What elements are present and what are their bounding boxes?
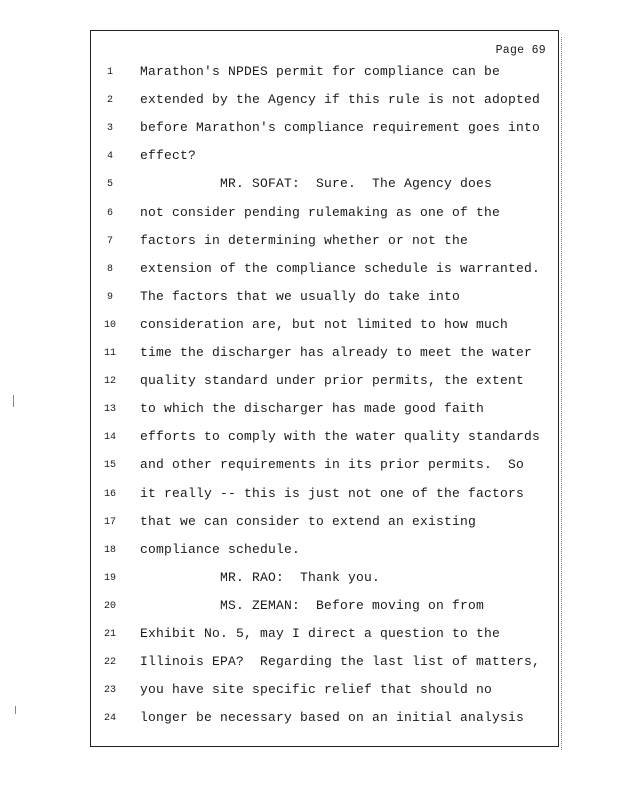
transcript-line: extension of the compliance schedule is warranted. <box>140 260 541 276</box>
line-number: 22 <box>103 657 116 669</box>
transcript-line: consideration are, but not limited to how much <box>140 316 509 332</box>
transcript-line: quality standard under prior permits, the extent <box>140 373 525 389</box>
transcript-line: MR. SOFAT: Sure. The Agency does <box>140 176 493 192</box>
line-number: 21 <box>103 629 116 640</box>
transcript-line: and other requirements in its prior permits. So <box>140 457 525 473</box>
line-number: 11 <box>103 348 116 359</box>
transcript-line: longer be necessary based on an initial analysis <box>140 710 525 726</box>
line-number: 9 <box>106 291 113 303</box>
transcript-line: it really -- this is just not one of the factors <box>140 485 525 501</box>
line-number: 4 <box>106 151 113 163</box>
line-number: 14 <box>103 432 116 444</box>
line-number: 1 <box>106 67 113 78</box>
transcript-line: MR. RAO: Thank you. <box>140 569 381 585</box>
transcript-line: time the discharger has already to meet the water <box>140 345 533 360</box>
line-number: 16 <box>103 488 116 500</box>
line-number: 17 <box>103 516 116 528</box>
scan-artifact-mark <box>13 395 14 407</box>
scan-artifact-mark <box>15 706 16 714</box>
transcript-line: before Marathon's compliance requirement goes into <box>140 120 541 136</box>
transcript-line: factors in determining whether or not the <box>140 232 469 248</box>
transcript-line: you have site specific relief that should no <box>140 682 493 698</box>
transcript-line: Exhibit No. 5, may I direct a question to the <box>140 626 501 641</box>
line-number: 10 <box>103 319 116 331</box>
transcript-line: Illinois EPA? Regarding the last list of matters, <box>140 654 541 670</box>
transcript-line: not consider pending rulemaking as one of the <box>140 204 501 220</box>
line-number: 8 <box>106 263 113 275</box>
line-number: 12 <box>103 376 116 388</box>
transcript-line: efforts to comply with the water quality standards <box>140 429 541 445</box>
line-number: 6 <box>106 207 113 219</box>
transcript-line: extended by the Agency if this rule is not adopted <box>140 92 541 108</box>
line-number: 15 <box>103 460 116 472</box>
line-number: 3 <box>106 123 113 135</box>
transcript-line: to which the discharger has made good faith <box>140 401 485 417</box>
transcript-line: effect? <box>140 148 197 164</box>
transcript-line: MS. ZEMAN: Before moving on from <box>140 597 485 613</box>
line-number: 13 <box>103 404 116 416</box>
line-number: 23 <box>103 685 116 697</box>
transcript-line: Marathon's NPDES permit for compliance can be <box>140 64 501 79</box>
line-number: 19 <box>103 572 116 584</box>
transcript-line: compliance schedule. <box>140 541 301 557</box>
line-number: 18 <box>103 544 116 556</box>
line-number: 20 <box>103 600 116 612</box>
line-number: 2 <box>106 95 113 107</box>
transcript-line: The factors that we usually do take into <box>140 288 461 304</box>
page-number: Page 69 <box>495 44 546 57</box>
transcript-line: that we can consider to extend an existing <box>140 513 477 529</box>
line-number: 24 <box>103 713 116 725</box>
line-number: 5 <box>106 179 113 191</box>
line-number: 7 <box>106 235 113 247</box>
